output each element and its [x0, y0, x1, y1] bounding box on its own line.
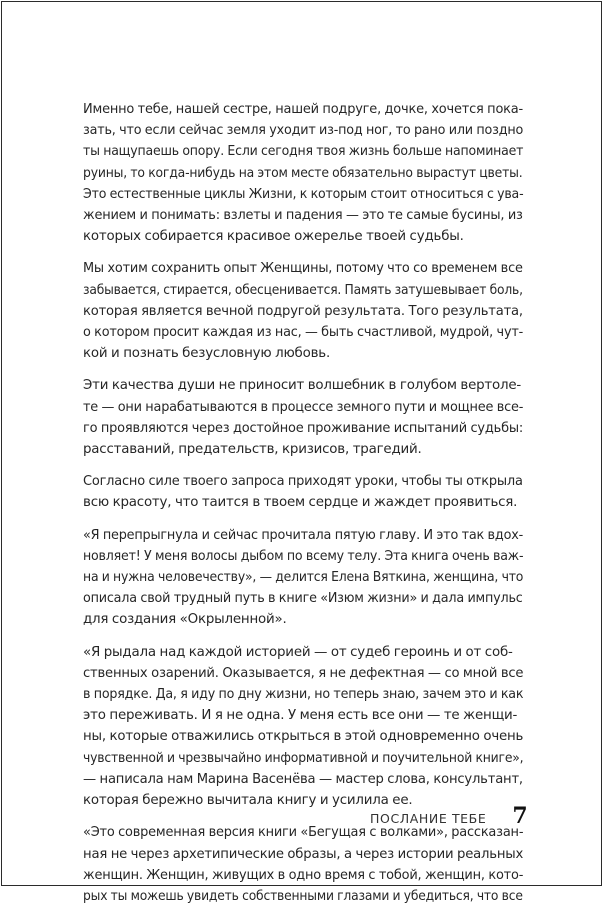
text-line: женщин. Женщин, живущих в одно время с тобой, женщин, кото- [83, 867, 524, 883]
text-line: «Я перепрыгнула и сейчас прочитала пятую главу. И это так вдох- [83, 527, 524, 543]
text-line: рых ты можешь увидеть собственными глазами и убедиться, что все [83, 888, 523, 904]
body-text [83, 99, 523, 918]
page-number: 7 [512, 803, 528, 829]
text-line: — написала нам Марина Васенёва — мастер слова, консультант, [83, 771, 523, 787]
text-line: для создания «Окрыленной». [83, 612, 287, 628]
paragraph [83, 525, 523, 631]
text-line: которая является вечной подругой результата. Того результата, [83, 303, 523, 319]
text-line: расставаний, предательств, кризисов, трагедий. [83, 442, 422, 458]
paragraph [83, 471, 523, 513]
text-line: руины, то когда-нибудь на этом месте обязательно вырастут цветы. [83, 165, 523, 181]
text-line: ны, которые отважились открыться в этой одновременно очень [83, 729, 524, 745]
text-line: новляет! У меня волосы дыбом по всему телу. Эта книга очень важ- [83, 548, 524, 564]
paragraph [83, 375, 523, 460]
text-line: Эти качества души не приносит волшебник в голубом вертоле- [83, 378, 522, 394]
text-line: кой и познать безусловную любовь. [83, 346, 331, 362]
text-line: в порядке. Да, я иду по дну жизни, но теперь знаю, зачем это и как [83, 687, 524, 703]
paragraph [83, 822, 523, 907]
text-line: Мы хотим сохранить опыт Женщины, потому что со временем все [83, 261, 523, 277]
paragraph [83, 642, 523, 812]
text-line: ственных озарений. Оказывается, я не дефектная — со мной все [83, 665, 524, 681]
text-line: всю красоту, что таится в твоем сердце и жаждет проявиться. [83, 495, 518, 511]
running-head: ПОСЛАНИЕ ТЕБЕ [370, 811, 487, 826]
text-line: Именно тебе, нашей сестре, нашей подруге, дочке, хочется пока- [83, 102, 524, 117]
text-line: забывается, стирается, обесценивается. Память затушевывает боль, [83, 282, 523, 298]
page-footer [370, 803, 528, 831]
text-line: «Я рыдала над каждой историей — от судеб героинь и от соб- [83, 644, 513, 660]
text-line: Согласно силе твоего запроса приходят уроки, чтобы ты открыла [83, 474, 523, 490]
text-line: чувственной и чрезвычайно информативной и поучительной книге», [83, 750, 524, 766]
text-line: ты нащупаешь опору. Если сегодня твоя жизнь больше напоминает [83, 144, 524, 160]
text-line: которых собирается красивое ожерелье твоей судьбы. [83, 229, 464, 245]
text-line: которая бережно вычитала книгу и усилила ее. [83, 793, 413, 809]
text-line: го проявляются через достойное проживание испытаний судьбы: [83, 420, 524, 436]
text-line: о котором просит каждая из нас, — быть счастливой, мудрой, чут- [83, 325, 524, 341]
text-line: описала свой трудный путь в книге «Изюм жизни» и дала импульс [83, 591, 523, 607]
text-line: на и нужна человечеству», — делится Елена Вяткина, женщина, что [83, 570, 524, 586]
text-line: те — они нарабатываются в процессе земного пути и мощнее все- [83, 399, 524, 415]
paragraph [83, 258, 523, 364]
text-line: Это естественные циклы Жизни, к которым стоит относиться с ува- [83, 186, 524, 202]
text-line: «Это современная версия книги «Бегущая с волками», рассказан- [83, 825, 524, 841]
text-line: жением и понимать: взлеты и падения — это те самые бусины, из [83, 208, 523, 224]
paragraph [83, 99, 523, 247]
text-line: ная не через архетипические образы, а через истории реальных [83, 846, 524, 862]
text-line: зать, что если сейчас земля уходит из-под ног, то рано или поздно [83, 123, 524, 139]
text-line: это переживать. И я не одна. У меня есть все они — те женщи- [83, 708, 518, 724]
